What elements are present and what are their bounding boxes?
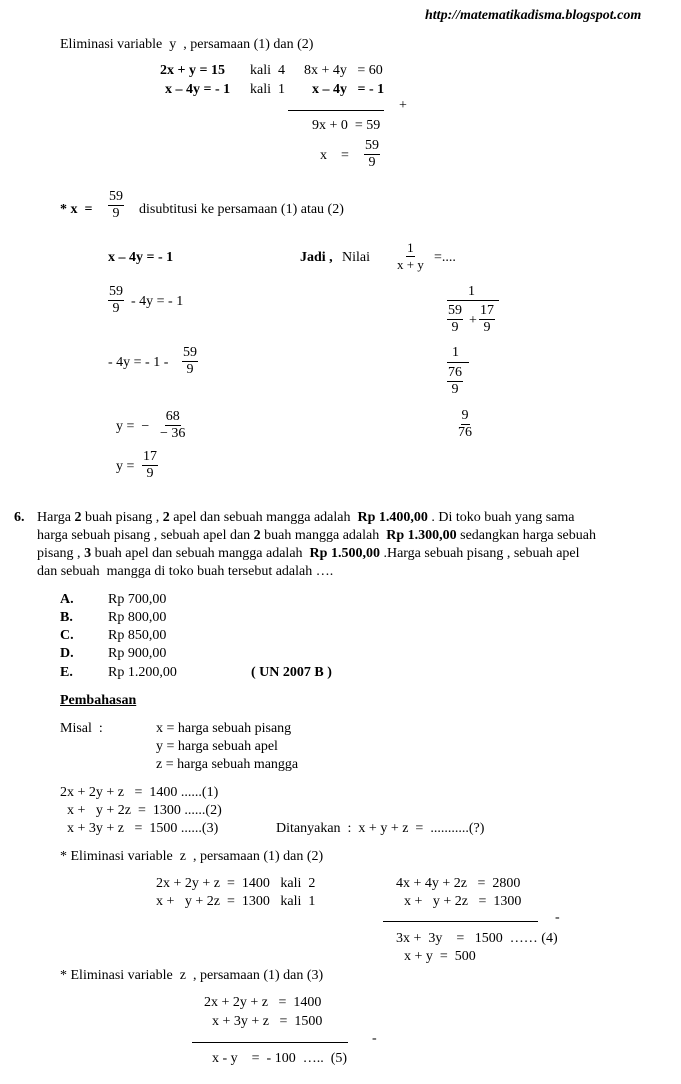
step3-num: 59	[183, 345, 197, 360]
elim1-result-simplified: x + y = 500	[404, 949, 476, 964]
elim2-eq-2: x + 3y + z = 1500	[212, 1014, 323, 1029]
elimination-y-title: Eliminasi variable y , persamaan (1) dan (2)	[60, 37, 314, 52]
subst-prefix: * x =	[60, 202, 93, 217]
question-line-4: dan sebuah mangga di toko buah tersebut adalah ….	[37, 564, 334, 579]
option-e-letter: E.	[60, 665, 73, 680]
elim1-right-1: 4x + 4y + 2z = 2800	[396, 876, 521, 891]
plus-sign: +	[399, 98, 407, 113]
subst-text: disubtitusi ke persamaan (1) atau (2)	[139, 202, 344, 217]
sum-line	[288, 110, 384, 111]
elim1-right-2: x + y + 2z = 1300	[404, 894, 522, 909]
elim1-left-2: x + y + 2z = 1300 kali 1	[156, 894, 316, 909]
system-eq-3: x + 3y + z = 1500 ......(3)	[60, 821, 219, 836]
sum-result: 9x + 0 = 59	[312, 118, 381, 133]
result-rest: =....	[434, 250, 456, 265]
pembahasan-title: Pembahasan	[60, 693, 137, 708]
question-line-1: Harga 2 buah pisang , 2 apel dan sebuah mangga adalah Rp 1.400,00 . Di toko buah yang sama	[37, 510, 575, 525]
step5-num: 17	[143, 449, 157, 464]
ditanyakan: Ditanyakan : x + y + z = ...........(?)	[276, 821, 485, 836]
x-value-fraction	[364, 138, 380, 171]
r4-den: 76	[458, 425, 472, 440]
r2-b-den: 9	[483, 320, 491, 335]
r2-top: 1	[468, 284, 475, 299]
option-d-text: Rp 900,00	[108, 646, 167, 661]
jadi-label: Jadi ,	[300, 250, 333, 265]
step2-num: 59	[109, 284, 123, 299]
subst-fraction	[108, 189, 124, 222]
r3-top: 1	[452, 345, 459, 360]
option-d-letter: D.	[60, 646, 74, 661]
step5-left: y =	[116, 459, 135, 474]
elim-z-1-3-title: * Eliminasi variable z , persamaan (1) dan (3)	[60, 968, 324, 983]
system-eq-1: 2x + 2y + z = 1400 ......(1)	[60, 785, 219, 800]
misal-label: Misal :	[60, 721, 103, 736]
blog-url[interactable]: http://matematikadisma.blogspot.com	[425, 8, 642, 23]
step4-left: y = −	[116, 419, 150, 434]
step3-fraction	[182, 345, 198, 378]
r3-den: 9	[451, 382, 459, 397]
x-equals: x =	[320, 148, 349, 163]
eq2-result: x – 4y = - 1	[312, 82, 385, 97]
option-c-letter: C.	[60, 628, 74, 643]
option-c-text: Rp 850,00	[108, 628, 167, 643]
elim2-minus: -	[372, 1031, 377, 1046]
var-z: z = harga sebuah mangga	[156, 757, 299, 772]
nilai-label: Nilai	[342, 250, 370, 265]
eq1-multiplier: kali 4	[250, 63, 285, 78]
r2-b-fraction	[479, 303, 495, 336]
x-value-num: 59	[365, 138, 379, 153]
elim1-minus: -	[555, 910, 560, 925]
step4-num: 68	[165, 409, 180, 424]
system-eq-2: x + y + 2z = 1300 ......(2)	[60, 803, 222, 818]
option-e-text: Rp 1.200,00	[108, 665, 177, 680]
elim-z-1-2-title: * Eliminasi variable z , persamaan (1) dan (2)	[60, 849, 324, 864]
step2-fraction	[108, 284, 124, 317]
eq2-multiplier: kali 1	[250, 82, 285, 97]
r2-plus: +	[469, 313, 477, 328]
var-x: x = harga sebuah pisang	[156, 721, 292, 736]
r2-a-num: 59	[448, 303, 462, 318]
step2-den: 9	[112, 301, 120, 316]
r2-b-num: 17	[480, 303, 494, 318]
r2-a-den: 9	[451, 320, 459, 335]
r3-fraction	[447, 365, 463, 398]
option-b-letter: B.	[60, 610, 73, 625]
option-b-text: Rp 800,00	[108, 610, 167, 625]
step3-den: 9	[186, 362, 194, 377]
result-den: x + y	[397, 257, 424, 272]
var-y: y = harga sebuah apel	[156, 739, 278, 754]
eq1: 2x + y = 15	[160, 63, 225, 78]
eq1-result: 8x + 4y = 60	[304, 63, 383, 78]
elim2-result: x - y = - 100 ….. (5)	[212, 1051, 348, 1066]
r4-fraction	[457, 408, 473, 441]
subst-num: 59	[109, 189, 123, 204]
option-a-letter: A.	[60, 592, 74, 607]
x-value-den: 9	[368, 155, 376, 170]
elim1-result: 3x + 3y = 1500 …… (4)	[396, 931, 558, 946]
elim2-eq-1: 2x + 2y + z = 1400	[204, 995, 322, 1010]
eq2: x – 4y = - 1	[165, 82, 231, 97]
result-fraction	[396, 240, 425, 273]
subst-den: 9	[112, 206, 120, 221]
option-a-text: Rp 700,00	[108, 592, 167, 607]
step2-rest: - 4y = - 1	[131, 294, 184, 309]
step4-den: − 36	[160, 426, 186, 441]
r3-num: 76	[448, 365, 462, 380]
step1: x – 4y = - 1	[108, 250, 174, 265]
r4-num: 9	[461, 408, 469, 423]
elim1-line	[383, 921, 538, 922]
result-num: 1	[407, 240, 414, 255]
r3-line	[447, 362, 469, 363]
step3-left: - 4y = - 1 -	[108, 355, 169, 370]
question-line-3: pisang , 3 buah apel dan sebuah mangga adalah Rp 1.500,00 .Harga sebuah pisang , sebuah apel	[37, 546, 580, 561]
question-line-2: harga sebuah pisang , sebuah apel dan 2 buah mangga adalah Rp 1.300,00 sedangkan harga sebuah	[37, 528, 596, 543]
source-label: ( UN 2007 B )	[251, 665, 332, 680]
step4-fraction	[159, 409, 186, 442]
elim1-left-1: 2x + 2y + z = 1400 kali 2	[156, 876, 316, 891]
step5-den: 9	[146, 466, 154, 481]
elim2-line	[192, 1042, 348, 1043]
step5-fraction	[142, 449, 158, 482]
r2-a-fraction	[447, 303, 463, 336]
r2-line	[447, 300, 499, 301]
question-number: 6.	[14, 510, 25, 525]
